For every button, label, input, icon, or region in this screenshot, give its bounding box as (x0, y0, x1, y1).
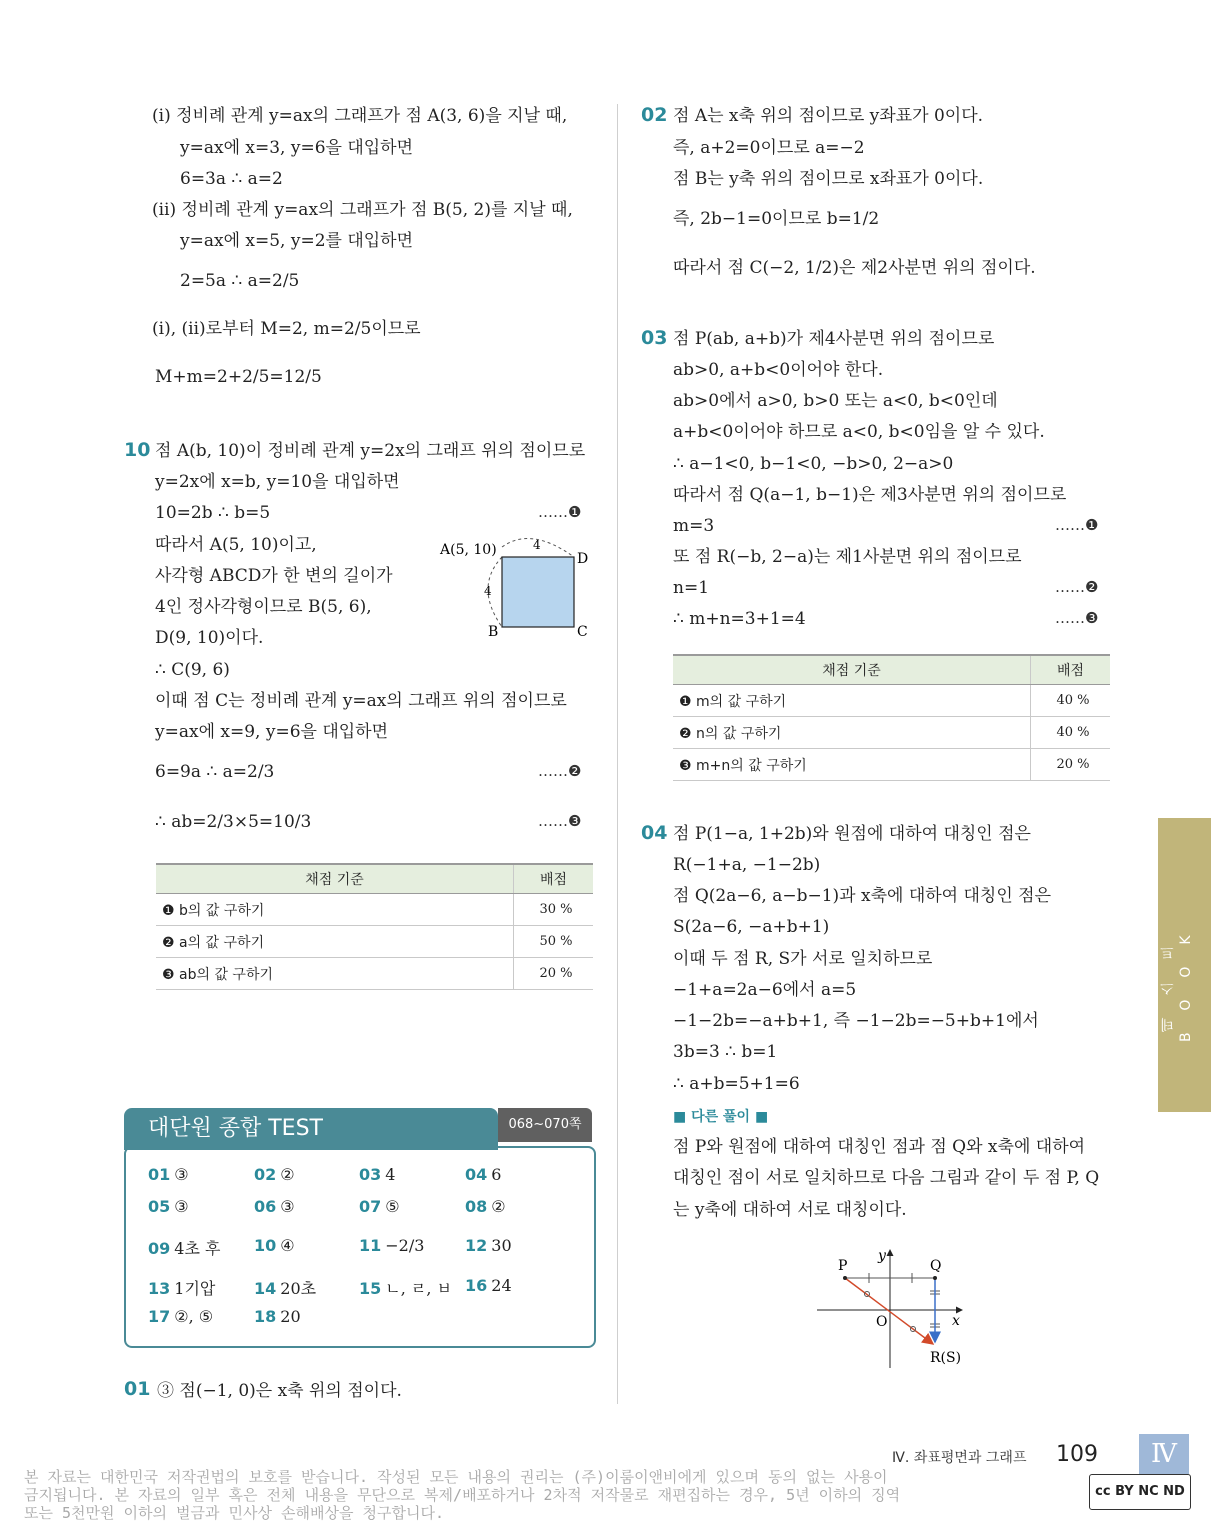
text-line: 점 A는 x축 위의 점이므로 y좌표가 0이다. (673, 106, 984, 126)
answer-item (465, 1197, 506, 1216)
table-header: 채점 기준 (673, 655, 1031, 685)
answer-value: 1기압 (174, 1279, 216, 1298)
table-header: 배점 (514, 864, 594, 894)
text-line: 점 P와 원점에 대하여 대칭인 점과 점 Q와 x축에 대하여 (673, 1137, 1086, 1157)
text-line: 대칭인 점이 서로 일치하므로 다음 그림과 같이 두 점 P, Q (673, 1168, 1100, 1188)
table-row (673, 717, 1110, 749)
answer-number: 10 (254, 1236, 277, 1255)
text-line: 10=2b ∴ b=5 (155, 503, 271, 523)
table-cell: 40 % (1031, 685, 1111, 717)
step-mark: ……❷ (1055, 578, 1099, 596)
step-mark: ……❶ (538, 503, 582, 521)
text-line: M+m=2+2/5=12/5 (155, 367, 322, 387)
square-figure (436, 532, 596, 644)
text-line: −1−2b=−a+b+1, 즉 −1−2b=−5+b+1에서 (673, 1011, 1039, 1031)
text-line: −1+a=2a−6에서 a=5 (673, 980, 857, 1000)
text-line: m=3 (673, 516, 715, 536)
answer-value: ③ (174, 1197, 189, 1216)
text-line: S(2a−6, −a+b+1) (673, 917, 830, 937)
table-row (156, 958, 593, 990)
label-b: B (488, 624, 499, 640)
table-cell: ❸ m+n의 값 구하기 (673, 749, 1031, 781)
segment-p-to-r (845, 1278, 933, 1344)
table-row (673, 685, 1110, 717)
text-line: ∴ C(9, 6) (155, 660, 230, 680)
answer-value: 6 (491, 1165, 502, 1184)
table-cell: ❶ m의 값 구하기 (673, 685, 1031, 717)
answer-value: ② (280, 1165, 295, 1184)
column-divider (617, 104, 618, 1404)
table-row (156, 926, 593, 958)
text-line: R(−1+a, −1−2b) (673, 855, 821, 875)
answer-item (359, 1197, 400, 1216)
test-page-range: 068~070쪽 (498, 1108, 592, 1142)
problem-number: 04 (641, 822, 668, 844)
answer-item (254, 1307, 301, 1326)
answer-value: 30 (491, 1236, 512, 1255)
answer-item (148, 1307, 213, 1326)
chapter-badge: Ⅳ (1139, 1434, 1189, 1474)
table-cell: ❸ ab의 값 구하기 (156, 958, 514, 990)
answer-number: 05 (148, 1197, 171, 1216)
text-line: 따라서 점 Q(a−1, b−1)은 제3사분면 위의 점이므로 (673, 485, 1067, 505)
text-line: 2=5a ∴ a=2/5 (180, 271, 300, 291)
text-line: y=ax에 x=9, y=6을 대입하면 (155, 722, 389, 742)
answer-item (148, 1236, 220, 1259)
answer-value: ④ (280, 1236, 295, 1255)
text-line: 점 P(ab, a+b)가 제4사분면 위의 점이므로 (673, 329, 995, 349)
label-rs: R(S) (930, 1350, 962, 1366)
text-line: 이때 점 C는 정비례 관계 y=ax의 그래프 위의 점이므로 (155, 691, 567, 711)
table-row (673, 749, 1110, 781)
table-cell: ❶ b의 값 구하기 (156, 894, 514, 926)
text-line: a+b<0이어야 하므로 a<0, b<0임을 알 수 있다. (673, 422, 1045, 442)
answer-number: 18 (254, 1307, 277, 1326)
section-title: Ⅳ. 좌표평면과 그래프 (892, 1450, 1027, 1466)
answer-item (254, 1197, 295, 1216)
copyright-notice: 또는 5천만원 이하의 벌금과 민사상 손해배상을 청구합니다. (24, 1504, 445, 1522)
answer-item (254, 1276, 316, 1299)
text-line: ∴ ab=2/3×5=10/3 (155, 812, 312, 832)
answer-item (359, 1276, 452, 1299)
answer-value: 20 (280, 1307, 301, 1326)
text-line: 또 점 R(−b, 2−a)는 제1사분면 위의 점이므로 (673, 547, 1022, 567)
table-cell: ❷ n의 값 구하기 (673, 717, 1031, 749)
label-o: O (876, 1314, 888, 1330)
table-cell: 20 % (514, 958, 594, 990)
copyright-notice: 본 자료는 대한민국 저작권법의 보호를 받습니다. 작성된 모든 내용의 권리는 (주)이룸이앤비에게 있으며 동의 없는 사용이 (24, 1468, 888, 1486)
text-line: ∴ a−1<0, b−1<0, −b>0, 2−a>0 (673, 454, 954, 474)
answer-value: −2/3 (385, 1236, 425, 1255)
label-y: y (878, 1248, 886, 1264)
text-line: (ⅰ), (ⅱ)로부터 M=2, m=2/5이므로 (152, 319, 421, 339)
text-line: 점 B는 y축 위의 점이므로 x좌표가 0이다. (673, 169, 984, 189)
label-q: Q (930, 1258, 942, 1274)
answer-number: 11 (359, 1236, 382, 1255)
problem-number: 03 (641, 327, 668, 349)
text-line: 4인 정사각형이므로 B(5, 6), (155, 597, 372, 617)
text-line: ab>0, a+b<0이어야 한다. (673, 360, 884, 380)
text-line: 6=9a ∴ a=2/3 (155, 762, 275, 782)
answer-number: 14 (254, 1279, 277, 1298)
step-mark: ……❸ (1055, 609, 1099, 627)
text-line: n=1 (673, 578, 710, 598)
answer-value: ③ (174, 1165, 189, 1184)
text-line: 따라서 점 C(−2, 1/2)은 제2사분면 위의 점이다. (673, 258, 1036, 278)
answer-item (148, 1197, 189, 1216)
table-header: 배점 (1031, 655, 1111, 685)
answer-number: 13 (148, 1279, 171, 1298)
answer-number: 03 (359, 1165, 382, 1184)
answer-value: 4초 후 (174, 1239, 221, 1258)
answer-number: 17 (148, 1307, 171, 1326)
answer-number: 02 (254, 1165, 277, 1184)
license-badge: cc BY NC ND (1089, 1474, 1191, 1510)
answer-number: 01 (148, 1165, 171, 1184)
text-line: y=ax에 x=5, y=2를 대입하면 (180, 231, 414, 251)
answer-value: ㄴ, ㄹ, ㅂ (385, 1279, 452, 1298)
answer-item (254, 1165, 295, 1184)
label-a: A(5, 10) (440, 542, 497, 558)
text-line: ∴ a+b=5+1=6 (673, 1074, 800, 1094)
text-line: ∴ m+n=3+1=4 (673, 609, 806, 629)
table-cell: 40 % (1031, 717, 1111, 749)
answer-value: 24 (491, 1276, 512, 1295)
answer-value: ⑤ (385, 1197, 400, 1216)
coordinate-graph (812, 1244, 972, 1372)
scoring-table-10 (156, 863, 593, 990)
answer-item (465, 1276, 512, 1295)
table-cell: 20 % (1031, 749, 1111, 781)
side-tab-label: 테스트 BOOK (1160, 913, 1194, 1043)
text-line: 점 Q(2a−6, a−b−1)과 x축에 대하여 대칭인 점은 (673, 886, 1052, 906)
label-c: C (577, 624, 588, 640)
answer-number: 12 (465, 1236, 488, 1255)
alt-solution-label: ■ 다른 풀이 ■ (673, 1109, 769, 1125)
square-abcd (502, 557, 574, 627)
table-cell: 30 % (514, 894, 594, 926)
text-line: 사각형 ABCD가 한 변의 길이가 (155, 566, 393, 586)
text-line: (ⅱ) 정비례 관계 y=ax의 그래프가 점 B(5, 2)를 지날 때, (152, 200, 573, 220)
text-line: D(9, 10)이다. (155, 628, 264, 648)
step-mark: ……❶ (1055, 516, 1099, 534)
answer-number: 04 (465, 1165, 488, 1184)
table-header: 채점 기준 (156, 864, 514, 894)
text-line: 즉, 2b−1=0이므로 b=1/2 (673, 209, 880, 229)
answer-value: 20초 (280, 1279, 317, 1298)
answer-item (465, 1165, 501, 1184)
text-line: y=ax에 x=3, y=6을 대입하면 (180, 138, 414, 158)
answer-item (148, 1165, 189, 1184)
label-x: x (952, 1313, 960, 1329)
text-line: ③ 점(−1, 0)은 x축 위의 점이다. (157, 1381, 402, 1401)
copyright-notice: 금지됩니다. 본 자료의 일부 혹은 전체 내용을 무단으로 복제/배포하거나 2차적 저작물로 재편집하는 경우, 5년 이하의 징역 (24, 1486, 901, 1504)
answer-value: ② (491, 1197, 506, 1216)
label-side-left: 4 (484, 584, 492, 598)
text-line: 3b=3 ∴ b=1 (673, 1042, 778, 1062)
table-cell: ❷ a의 값 구하기 (156, 926, 514, 958)
answer-value: 4 (385, 1165, 396, 1184)
text-line: 점 P(1−a, 1+2b)와 원점에 대하여 대칭인 점은 (673, 824, 1031, 844)
answer-item (359, 1236, 424, 1255)
problem-number: 01 (124, 1378, 151, 1400)
answer-value: ②, ⑤ (174, 1307, 214, 1326)
label-d: D (577, 551, 589, 567)
page-number: 109 (1056, 1442, 1098, 1467)
answer-item (465, 1236, 512, 1255)
problem-number: 10 (124, 439, 151, 461)
step-mark: ……❸ (538, 812, 582, 830)
answer-item (359, 1165, 395, 1184)
answer-value: ③ (280, 1197, 295, 1216)
scoring-table-03 (673, 654, 1110, 781)
text-line: 이때 두 점 R, S가 서로 일치하므로 (673, 949, 933, 969)
answer-number: 07 (359, 1197, 382, 1216)
text-line: y=2x에 x=b, y=10을 대입하면 (155, 472, 400, 492)
answer-number: 09 (148, 1239, 171, 1258)
label-side-top: 4 (533, 538, 541, 552)
answer-number: 15 (359, 1279, 382, 1298)
answer-number: 06 (254, 1197, 277, 1216)
text-line: 6=3a ∴ a=2 (180, 169, 283, 189)
label-p: P (838, 1258, 848, 1274)
text-line: 따라서 A(5, 10)이고, (155, 535, 317, 555)
text-line: 즉, a+2=0이므로 a=−2 (673, 138, 865, 158)
text-line: 점 A(b, 10)이 정비례 관계 y=2x의 그래프 위의 점이므로 (155, 441, 586, 461)
section-side-tab[interactable] (1158, 818, 1211, 1112)
answer-item (254, 1236, 295, 1255)
problem-number: 02 (641, 104, 668, 126)
table-row (156, 894, 593, 926)
text-line: 는 y축에 대하여 서로 대칭이다. (673, 1200, 907, 1220)
step-mark: ……❷ (538, 762, 582, 780)
answer-item (148, 1276, 215, 1299)
answer-number: 08 (465, 1197, 488, 1216)
text-line: ab>0에서 a>0, b>0 또는 a<0, b<0인데 (673, 391, 998, 411)
test-title: 대단원 종합 TEST (124, 1108, 498, 1150)
table-cell: 50 % (514, 926, 594, 958)
text-line: (ⅰ) 정비례 관계 y=ax의 그래프가 점 A(3, 6)을 지날 때, (152, 106, 568, 126)
answer-number: 16 (465, 1276, 488, 1295)
